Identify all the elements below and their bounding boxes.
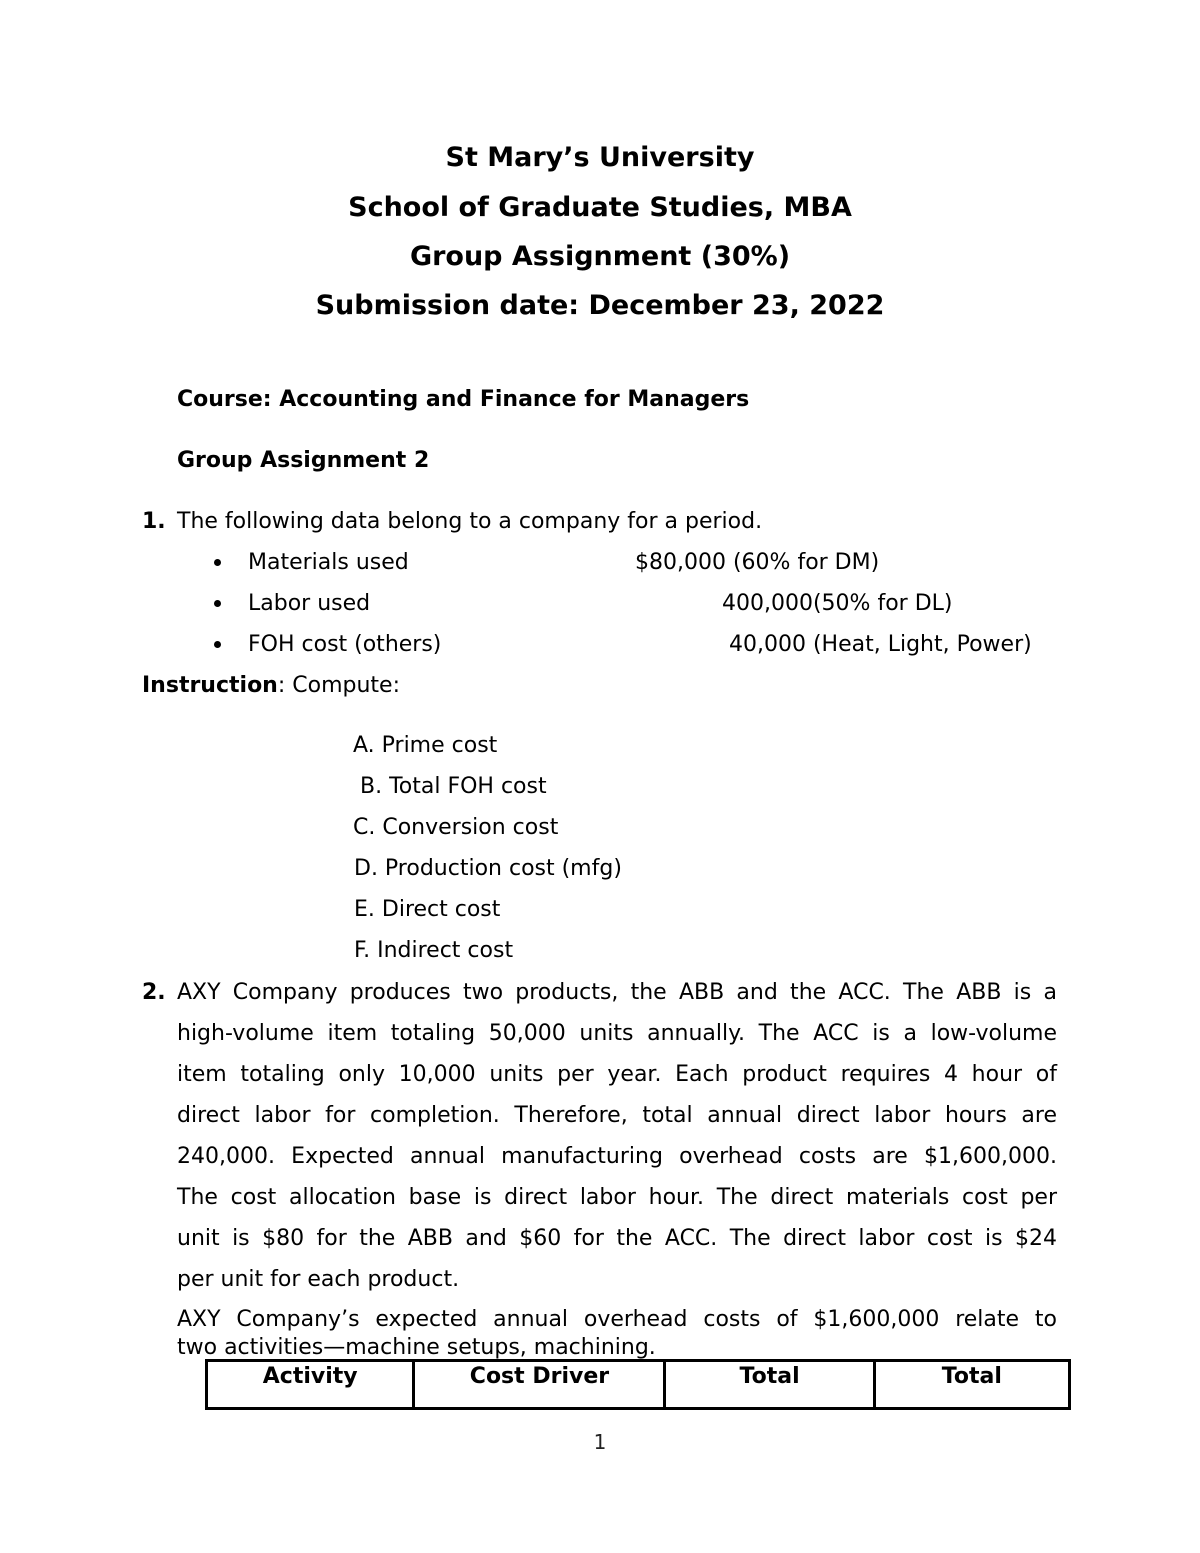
paragraph-line: per unit for each product. [177,1267,460,1292]
question-1-intro: The following data belong to a company for a period. [177,509,763,534]
column-header-total: Total [874,1361,1069,1409]
instruction [142,672,400,700]
university-title: St Mary’s University [445,142,755,173]
question-2-paragraph [177,972,1057,1300]
bullet-icon [214,559,221,566]
item-value: 40,000 (Heat, Light, Power) [729,632,1032,657]
paragraph-line: high-volume item totaling 50,000 units annually. The ACC is a low-volume [177,1021,1057,1046]
overhead-paragraph-line: two activities—machine setups, machining. [177,1335,656,1360]
item-value: $80,000 (60% for DM) [635,550,880,575]
column-header-cost-driver: Cost Driver [414,1361,665,1409]
submission-date: Submission date: December 23, 2022 [315,290,885,321]
item-label: Labor used [248,591,371,616]
instruction-text: : Compute: [277,673,400,698]
overhead-paragraph-line: AXY Company’s expected annual overhead costs of $1,600,000 relate to [177,1307,1057,1332]
course-label: Course: Accounting and Finance for Managers [177,387,750,412]
paragraph-line: AXY Company produces two products, the ABB and the ACC. The ABB is a [177,980,1057,1005]
paragraph-line: The cost allocation base is direct labor hour. The direct materials cost per [177,1185,1057,1210]
item-label: FOH cost (others) [248,632,442,657]
school-title: School of Graduate Studies, MBA [348,192,852,223]
task-item: A. Prime cost [353,733,498,758]
item-label: Materials used [248,550,409,575]
paragraph-line: direct labor for completion. Therefore, total annual direct labor hours are [177,1103,1057,1128]
question-1-number: 1. [142,509,166,534]
page-number: 1 [593,1430,607,1454]
paragraph-line: 240,000. Expected annual manufacturing overhead costs are $1,600,000. [177,1144,1057,1169]
instruction-label: Instruction [142,673,278,698]
activity-table [205,1359,1071,1410]
paragraph-line: item totaling only 10,000 units per year. Each product requires 4 hour of [177,1062,1057,1087]
task-item: F. Indirect cost [354,938,514,963]
bullet-icon [214,600,221,607]
item-value: 400,000(50% for DL) [722,591,953,616]
assignment-number: Group Assignment 2 [177,448,430,473]
table-header-row [207,1361,1070,1409]
column-header-activity: Activity [207,1361,414,1409]
question-2-number: 2. [142,980,166,1005]
bullet-icon [214,641,221,648]
task-item: B. Total FOH cost [360,774,547,799]
assignment-title: Group Assignment (30%) [409,241,791,272]
task-item: C. Conversion cost [353,815,559,840]
task-item: D. Production cost (mfg) [354,856,622,881]
column-header-total: Total [665,1361,874,1409]
paragraph-line: unit is $80 for the ABB and $60 for the ACC. The direct labor cost is $24 [177,1226,1057,1251]
task-item: E. Direct cost [354,897,501,922]
